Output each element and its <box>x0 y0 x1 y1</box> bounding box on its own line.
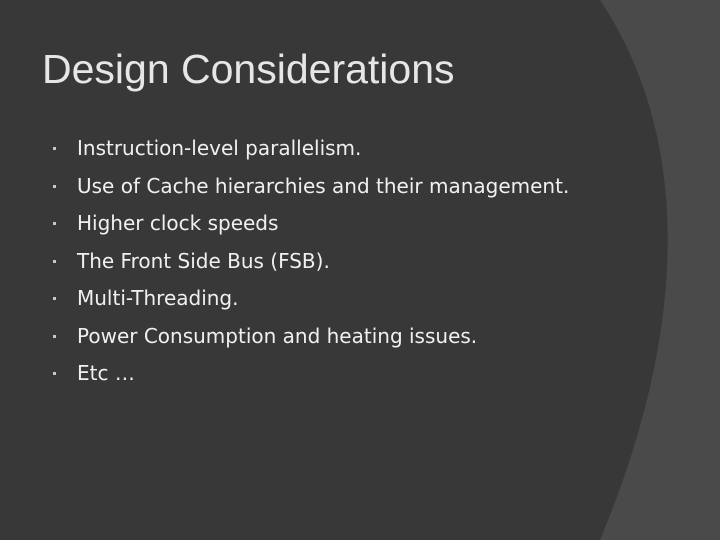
bullet-item <box>44 130 569 168</box>
bullet-item <box>44 205 569 243</box>
bullet-icon <box>53 185 56 188</box>
bullet-icon <box>53 372 56 375</box>
bullet-text: Etc … <box>77 361 135 385</box>
bullet-item <box>44 280 569 318</box>
bullet-text: Power Consumption and heating issues. <box>77 323 478 348</box>
bullet-item <box>44 318 569 356</box>
bullet-text: Multi-Threading. <box>77 286 239 310</box>
bullet-icon <box>53 297 56 300</box>
bullet-text: The Front Side Bus (FSB). <box>77 248 330 273</box>
bullet-list <box>44 130 569 393</box>
bullet-icon <box>53 260 56 263</box>
bullet-text: Higher clock speeds <box>77 211 279 235</box>
slide-title: Design Considerations <box>42 46 455 92</box>
bullet-text: Instruction-level parallelism. <box>77 136 362 160</box>
bullet-icon <box>53 147 56 150</box>
bullet-text: Use of Cache hierarchies and their management. <box>77 173 570 198</box>
bullet-item <box>44 243 569 281</box>
bullet-item <box>44 168 569 206</box>
bullet-item <box>44 355 569 393</box>
bullet-icon <box>53 335 56 338</box>
bullet-icon <box>53 222 56 225</box>
